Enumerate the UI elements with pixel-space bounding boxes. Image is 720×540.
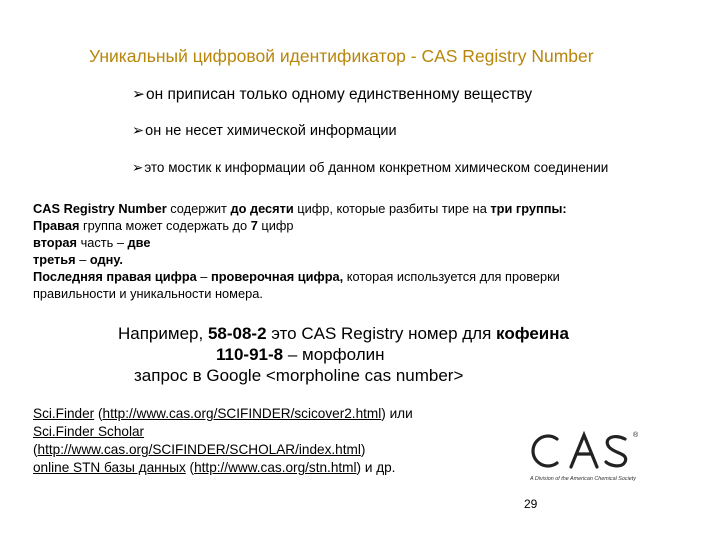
- text: цифр, которые разбиты тире на: [293, 201, 491, 216]
- text: (: [94, 406, 103, 421]
- stn-databases-link[interactable]: online STN базы данных: [33, 460, 186, 475]
- text: цифр: [257, 218, 294, 233]
- bullet-text: он приписан только одному единственному веществу: [146, 86, 533, 103]
- bold-text: кофеина: [496, 324, 569, 343]
- links-line: [33, 405, 523, 423]
- text: – морфолин: [283, 345, 385, 364]
- scicover-url-link[interactable]: http://www.cas.org/SCIFINDER/scicover2.html: [102, 406, 382, 421]
- scifinder-link[interactable]: Sci.Finder: [33, 406, 95, 421]
- bold-text: CAS Registry Number: [33, 201, 167, 216]
- bold-text: вторая: [33, 235, 78, 250]
- para-line: правильности и уникальности номера.: [33, 286, 263, 301]
- arrow-bullet-icon: ➢: [132, 85, 145, 103]
- example-line-1: [118, 323, 569, 344]
- links-line: [33, 441, 523, 459]
- bold-text: Правая: [33, 218, 80, 233]
- links-line: [33, 423, 523, 441]
- arrow-bullet-icon: ➢: [132, 160, 144, 176]
- cas-logo: [527, 425, 667, 485]
- text: часть –: [77, 235, 128, 250]
- text: (: [185, 460, 195, 475]
- bullet-text: он не несет химической информации: [145, 123, 397, 139]
- cas-logo-mark: [533, 435, 626, 467]
- para-line: [33, 217, 693, 234]
- text: это CAS Registry номер для: [266, 324, 497, 343]
- text: (: [33, 442, 38, 457]
- bold-text: 110-91-8: [216, 345, 284, 364]
- bold-text: третья: [33, 252, 76, 267]
- bold-text: три группы:: [490, 201, 567, 216]
- bold-text: до десяти: [230, 201, 294, 216]
- text: которая используется для проверки: [343, 269, 560, 284]
- bold-text: Последняя правая цифра: [33, 269, 197, 284]
- links-line: [33, 459, 523, 477]
- bullet-item: [132, 160, 608, 176]
- example-line-2: [118, 344, 569, 365]
- para-line: [33, 200, 693, 217]
- bullet-item: [132, 85, 532, 104]
- bold-text: одну.: [89, 252, 123, 267]
- para-line: [33, 234, 693, 251]
- description-paragraph: [33, 200, 693, 302]
- text: ) или: [381, 406, 413, 421]
- text: –: [75, 252, 90, 267]
- example-line-3: запрос в Google <morpholine cas number>: [134, 366, 464, 385]
- text: ) и др.: [356, 460, 396, 475]
- text: группа может содержать до: [79, 218, 251, 233]
- stn-url-link[interactable]: http://www.cas.org/stn.html: [194, 460, 357, 475]
- scholar-url-link[interactable]: http://www.cas.org/SCIFINDER/SCHOLAR/index.html: [37, 442, 361, 457]
- example-block: [118, 323, 569, 386]
- para-line: [33, 251, 693, 268]
- arrow-bullet-icon: ➢: [132, 123, 145, 139]
- page-title: Уникальный цифровой идентификатор - CAS Registry Number: [89, 46, 594, 66]
- logo-tagline: A Division of the American Chemical Society: [530, 476, 636, 482]
- scifinder-scholar-link[interactable]: Sci.Finder Scholar: [33, 424, 145, 439]
- bold-text: 7: [250, 218, 258, 233]
- bullet-item: [132, 123, 397, 139]
- text: Например,: [118, 324, 208, 343]
- text: содержит: [166, 201, 231, 216]
- registered-mark: ®: [633, 432, 639, 439]
- links-block: [33, 405, 523, 477]
- page-number: 29: [524, 497, 538, 511]
- bold-text: две: [127, 235, 151, 250]
- para-line: [33, 268, 693, 285]
- bullet-text: это мостик к информации об данном конкретном химическом соединении: [144, 160, 609, 175]
- text: –: [196, 269, 211, 284]
- bold-text: проверочная цифра,: [210, 269, 344, 284]
- text: ): [360, 442, 366, 457]
- bold-text: 58-08-2: [207, 324, 267, 343]
